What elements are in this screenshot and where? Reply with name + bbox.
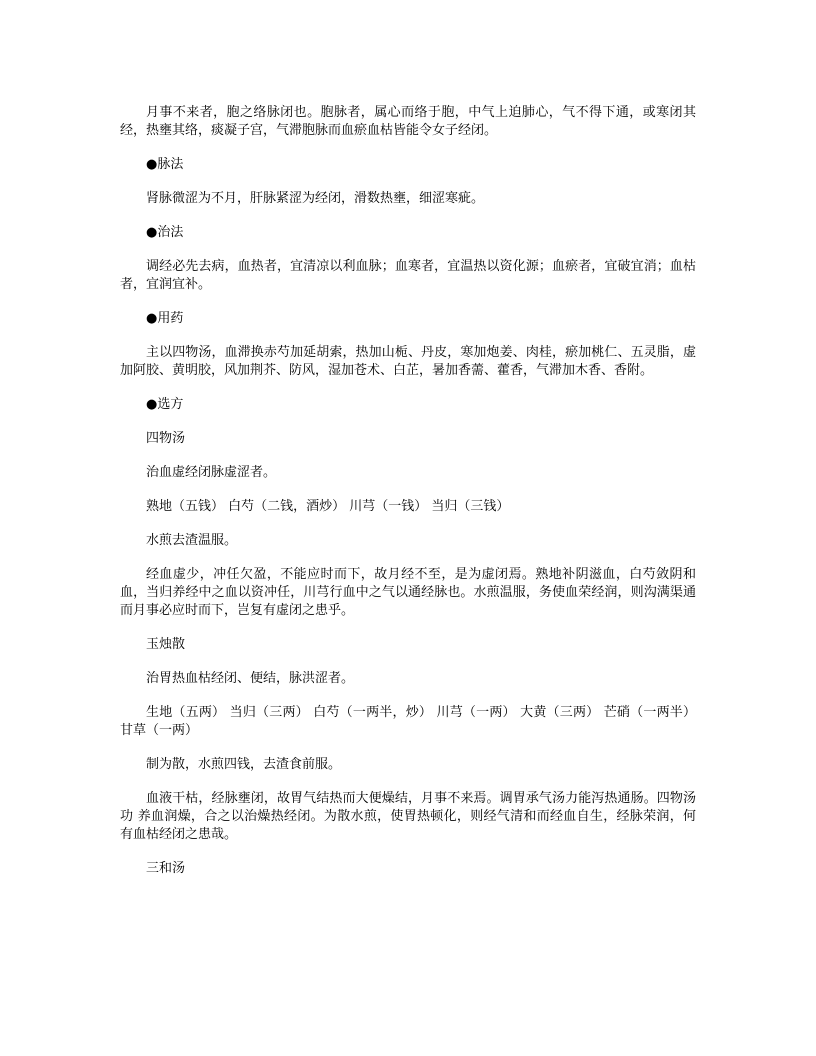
formula-ingredients-siwu: 熟地（五钱） 白芍（二钱，酒炒） 川芎（一钱） 当归（三钱） xyxy=(146,499,510,514)
formula-ingredients-yuzhu: 生地（五两） 当归（三两） 白芍（一两半，炒） 川芎（一两） 大黄（三两） 芒硝（一两半）甘草（一两） xyxy=(120,705,696,738)
section-heading-pulse: ●脉法 xyxy=(146,157,184,172)
document-page xyxy=(120,104,696,894)
pulse-paragraph: 肾脉微涩为不月，肝脉紧涩为经闭，滑数热壅，细涩寒疵。 xyxy=(146,191,485,206)
treatment-paragraph: 调经必先去病，血热者，宜清凉以利血脉；血寒者，宜温热以资化源；血瘀者，宜破宜消；血枯者，宜润宜补。 xyxy=(120,259,696,292)
formula-title-siwu: 四物汤 xyxy=(146,431,186,446)
section-heading-treatment: ●治法 xyxy=(146,225,184,240)
formula-explanation-siwu: 经血虚少，冲任欠盈，不能应时而下，故月经不至，是为虚闭焉。熟地补阴滋血，白芍敛阴和血，当归养经中之血以资冲任，川芎行血中之气以通经脉也。水煎温服，务使血荣经润，则沟满渠通而月事必应时而下，岂复有虚闭之患乎。 xyxy=(120,567,696,618)
formula-title-yuzhu: 玉烛散 xyxy=(146,637,186,652)
intro-paragraph: 月事不来者，胞之络脉闭也。胞脉者，属心而络于胞，中气上迫肺心，气不得下通，或寒闭其经，热壅其络，痰凝子宫，气滞胞脉而血瘀血枯皆能令女子经闭。 xyxy=(120,105,696,138)
formula-indication-yuzhu: 治胃热血枯经闭、便结，脉洪涩者。 xyxy=(146,671,355,686)
formula-indication-siwu: 治血虚经闭脉虚涩者。 xyxy=(146,465,277,480)
section-heading-medication: ●用药 xyxy=(146,311,184,326)
medication-paragraph: 主以四物汤，血滞换赤芍加延胡索，热加山栀、丹皮，寒加炮姜、肉桂，瘀加桃仁、五灵脂，虚加阿胶、黄明胶，风加荆芥、防风，湿加苍术、白芷，暑加香薷、藿香，气滞加木香、香附。 xyxy=(120,345,696,378)
formula-preparation-siwu: 水煎去渣温服。 xyxy=(146,533,238,548)
formula-explanation-yuzhu: 血液干枯，经脉壅闭，故胃气结热而大便燥结，月事不来焉。调胃承气汤力能泻热通肠。四物汤功 养血润燥，合之以治燥热经闭。为散水煎，使胃热顿化，则经气清和而经血自生，经脉荣润，何有血枯经闭之患哉。 xyxy=(120,791,696,842)
formula-preparation-yuzhu: 制为散，水煎四钱，去渣食前服。 xyxy=(146,757,342,772)
formula-title-sanhe: 三和汤 xyxy=(146,861,186,876)
section-heading-prescriptions: ●选方 xyxy=(146,397,184,412)
